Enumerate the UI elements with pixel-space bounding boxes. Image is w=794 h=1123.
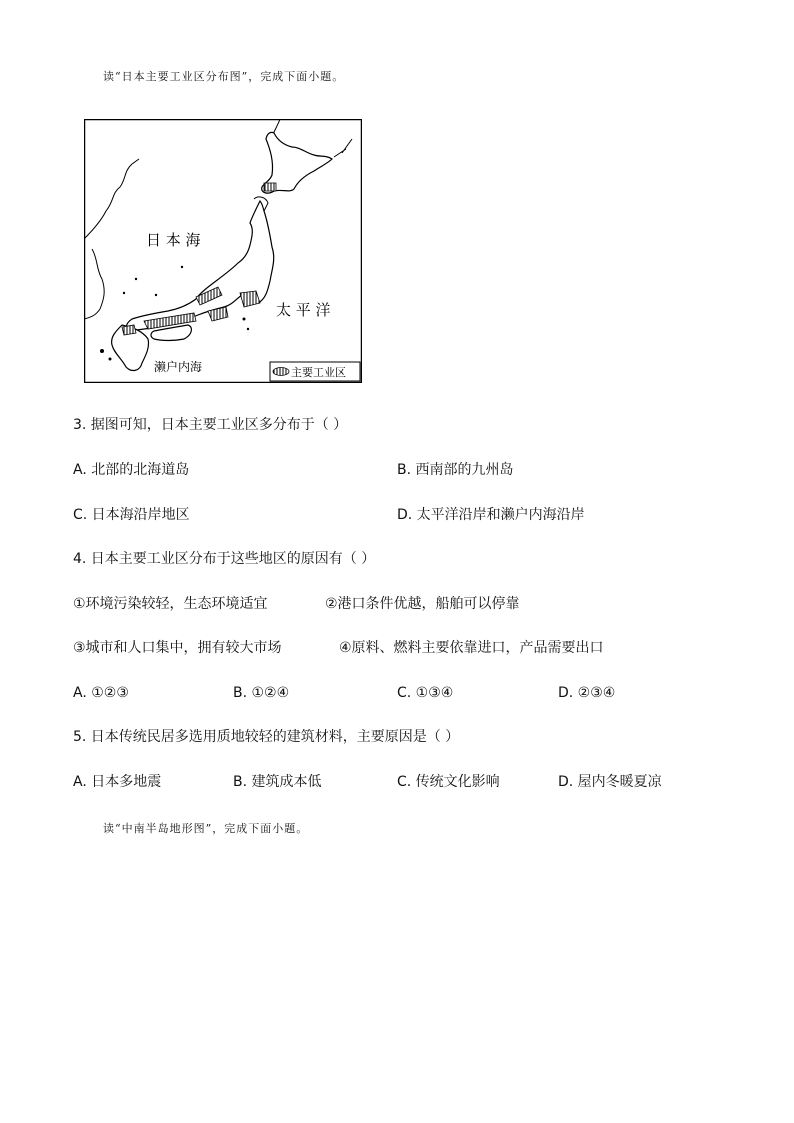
q4-option-d[interactable]: D. ②③④ xyxy=(558,685,616,701)
q4-option-b[interactable]: B. ①②④ xyxy=(233,685,290,701)
q4-option-a[interactable]: A. ①②③ xyxy=(73,685,129,701)
q5-option-a[interactable]: A. 日本多地震 xyxy=(73,774,162,790)
map-label-pacific: 太 平 洋 xyxy=(276,301,331,319)
intro-text-1: 读“日本主要工业区分布图”，完成下面小题。 xyxy=(103,70,345,83)
map-label-seto: 濑户内海 xyxy=(154,360,203,374)
q3-option-c[interactable]: C. 日本海沿岸地区 xyxy=(73,507,190,523)
q3-option-b[interactable]: B. 西南部的九州岛 xyxy=(397,462,514,478)
q3-stem: 3. 据图可知，日本主要工业区多分布于（ ） xyxy=(73,417,348,433)
industrial-zone-hokkaido xyxy=(264,183,276,191)
legend-hatch-icon xyxy=(273,368,289,376)
q4-option-c[interactable]: C. ①③④ xyxy=(397,685,454,701)
q5-option-b[interactable]: B. 建筑成本低 xyxy=(233,774,322,790)
legend-label: 主要工业区 xyxy=(291,366,346,379)
q4-statement-1: ①环境污染较轻，生态环境适宜 xyxy=(73,596,268,612)
q4-stem: 4. 日本主要工业区分布于这些地区的原因有（ ） xyxy=(73,551,376,567)
q4-statement-4: ④原料、燃料主要依靠进口，产品需要出口 xyxy=(339,640,604,656)
q4-statement-2: ②港口条件优越，船舶可以停靠 xyxy=(325,596,520,612)
intro-text-2: 读“中南半岛地形图”，完成下面小题。 xyxy=(103,822,309,835)
japan-industrial-map xyxy=(84,119,362,383)
industrial-zone-kitakyushu xyxy=(122,325,136,335)
q4-statement-3: ③城市和人口集中，拥有较大市场 xyxy=(73,640,282,656)
map-legend xyxy=(270,362,360,381)
q5-option-c[interactable]: C. 传统文化影响 xyxy=(397,774,500,790)
q3-option-a[interactable]: A. 北部的北海道岛 xyxy=(73,462,190,478)
q5-option-d[interactable]: D. 屋内冬暖夏凉 xyxy=(558,774,662,790)
q5-stem: 5. 日本传统民居多选用质地较轻的建筑材料，主要原因是（ ） xyxy=(73,729,460,745)
map-label-sea-of-japan: 日 本 海 xyxy=(146,231,201,249)
q3-option-d[interactable]: D. 太平洋沿岸和濑户内海沿岸 xyxy=(397,507,585,523)
